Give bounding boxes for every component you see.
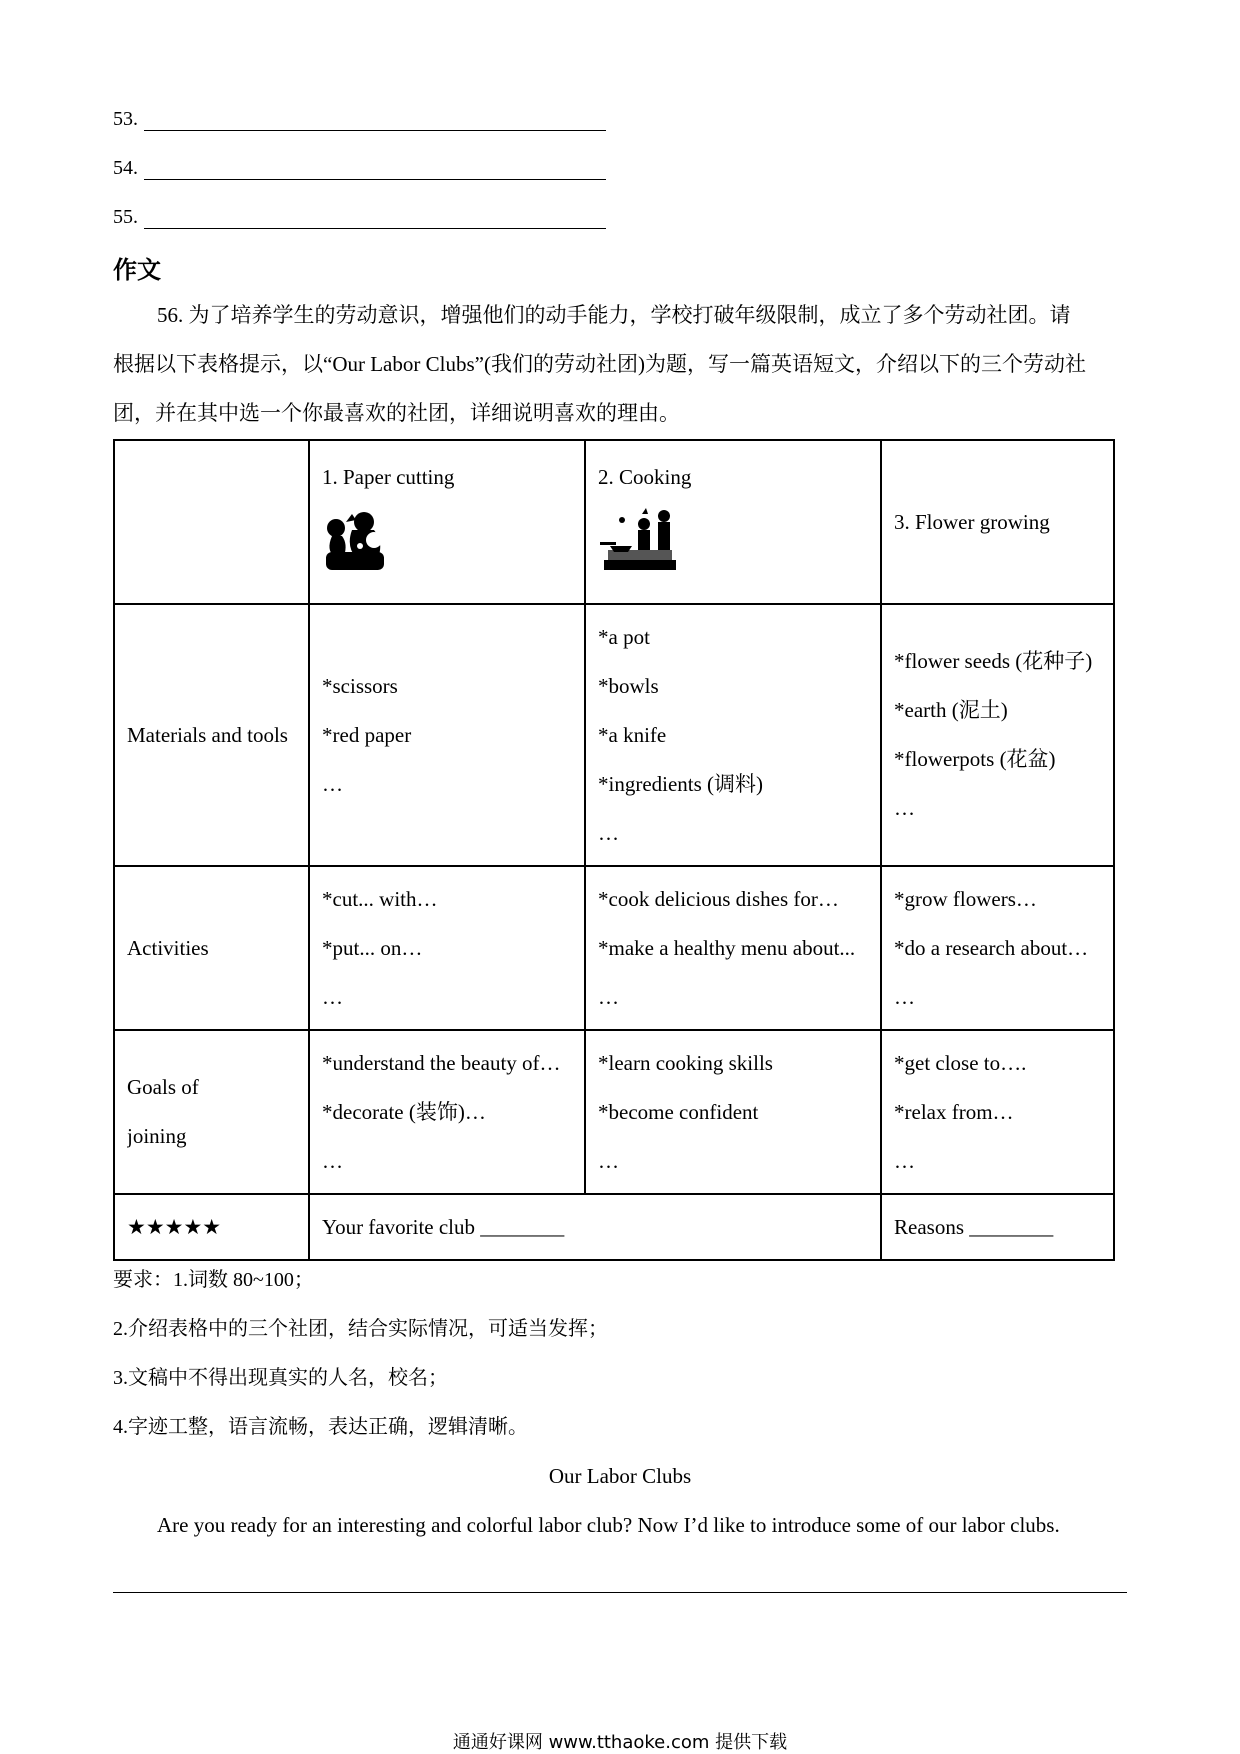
row-label-materials bbox=[114, 604, 309, 866]
list-item: *a pot bbox=[598, 624, 650, 649]
essay-title: Our Labor Clubs bbox=[548, 1464, 692, 1488]
favorite-club-blank[interactable]: Your favorite club ________ bbox=[322, 1214, 565, 1239]
list-item: *cook delicious dishes for… bbox=[598, 886, 839, 911]
cell-materials-cooking bbox=[585, 604, 881, 866]
requirement-2: 2.介绍表格中的三个社团，结合实际情况，可适当发挥； bbox=[113, 1318, 608, 1340]
list-item: … bbox=[894, 796, 915, 820]
list-item: *do a research about… bbox=[894, 935, 1089, 960]
requirement-3: 3.文稿中不得出现真实的人名，校名； bbox=[113, 1367, 448, 1389]
cell-materials-flower-growing bbox=[881, 604, 1114, 866]
cell-goals-flower-growing bbox=[881, 1030, 1114, 1194]
answer-line-55[interactable] bbox=[113, 205, 606, 229]
cooking-silhouette-icon bbox=[598, 506, 868, 578]
list-item: … bbox=[598, 984, 619, 1009]
favorite-club-cell[interactable] bbox=[309, 1194, 881, 1260]
list-item: *earth (泥土) bbox=[894, 698, 1008, 722]
list-item: *relax from… bbox=[894, 1099, 1014, 1124]
row-label-activities bbox=[114, 866, 309, 1030]
header-cooking bbox=[585, 440, 881, 604]
list-item: *flower seeds (花种子) bbox=[894, 649, 1093, 673]
list-item: … bbox=[322, 1148, 343, 1173]
answer-blank[interactable] bbox=[144, 208, 606, 229]
answer-blank[interactable] bbox=[144, 110, 606, 131]
reasons-blank[interactable]: Reasons ________ bbox=[894, 1214, 1054, 1239]
row-label-goals bbox=[114, 1030, 309, 1194]
list-item: … bbox=[894, 1148, 915, 1173]
list-item: *bowls bbox=[598, 673, 659, 698]
list-item: *red paper bbox=[322, 722, 412, 747]
list-item: *learn cooking skills bbox=[598, 1050, 773, 1075]
prompt-line-1: 56. 为了培养学生的劳动意识，增强他们的动手能力，学校打破年级限制，成立了多个劳动社团。请 bbox=[157, 303, 1071, 327]
answer-number: 54. bbox=[113, 157, 138, 179]
paper-cutting-silhouette-icon bbox=[322, 506, 572, 578]
header-label: 3. Flower growing bbox=[894, 509, 1050, 534]
table-row-goals bbox=[114, 1030, 1114, 1194]
list-item: *flowerpots (花盆) bbox=[894, 747, 1056, 771]
list-item: … bbox=[894, 984, 915, 1009]
table-row-favorite bbox=[114, 1194, 1114, 1260]
cell-activities-flower-growing bbox=[881, 866, 1114, 1030]
list-item: … bbox=[322, 771, 343, 796]
reasons-cell[interactable] bbox=[881, 1194, 1114, 1260]
requirement-1: 要求：1.词数 80~100； bbox=[113, 1269, 314, 1291]
header-label: 2. Cooking bbox=[598, 465, 692, 489]
cell-goals-cooking bbox=[585, 1030, 881, 1194]
list-item: *put... on… bbox=[322, 935, 423, 960]
answer-blank[interactable] bbox=[144, 159, 606, 180]
footer-source: 通通好课网 www.tthaoke.com 提供下载 bbox=[452, 1732, 788, 1753]
list-item: *grow flowers… bbox=[894, 886, 1037, 911]
cell-goals-paper-cutting bbox=[309, 1030, 585, 1194]
section-title: 作文 bbox=[113, 256, 161, 284]
answer-number: 55. bbox=[113, 206, 138, 228]
writing-line[interactable] bbox=[113, 1592, 1127, 1593]
list-item: *decorate (装饰)… bbox=[322, 1099, 486, 1124]
answer-line-53[interactable] bbox=[113, 107, 606, 131]
empty-header-cell bbox=[114, 440, 309, 604]
star-rating: ★★★★★ bbox=[127, 1214, 222, 1239]
list-item: … bbox=[598, 1148, 619, 1173]
list-item: *cut... with… bbox=[322, 886, 438, 911]
stars-cell bbox=[114, 1194, 309, 1260]
essay-opening: Are you ready for an interesting and colorful labor club? Now I’d like to introduce some of our labor clubs. bbox=[157, 1513, 1060, 1537]
cell-activities-cooking bbox=[585, 866, 881, 1030]
header-paper-cutting bbox=[309, 440, 585, 604]
answer-line-54[interactable] bbox=[113, 156, 606, 180]
cell-materials-paper-cutting bbox=[309, 604, 585, 866]
list-item: *scissors bbox=[322, 673, 398, 698]
row-label: Materials and tools bbox=[127, 722, 288, 747]
list-item: *make a healthy menu about... bbox=[598, 935, 856, 960]
table-row-materials bbox=[114, 604, 1114, 866]
table-row-activities bbox=[114, 866, 1114, 1030]
table-header-row bbox=[114, 440, 1114, 604]
row-label: Activities bbox=[127, 935, 209, 960]
header-label: 1. Paper cutting bbox=[322, 465, 455, 489]
list-item: … bbox=[598, 820, 619, 845]
list-item: *a knife bbox=[598, 722, 667, 747]
header-flower-growing bbox=[881, 440, 1114, 604]
list-item: *become confident bbox=[598, 1099, 759, 1124]
prompt-line-3: 团，并在其中选一个你最喜欢的社团，详细说明喜欢的理由。 bbox=[113, 401, 680, 425]
row-label: Goals of bbox=[127, 1075, 199, 1099]
clubs-table bbox=[113, 439, 1115, 1261]
list-item: *understand the beauty of… bbox=[322, 1050, 561, 1075]
cell-activities-paper-cutting bbox=[309, 866, 585, 1030]
row-label: joining bbox=[127, 1124, 187, 1148]
requirement-4: 4.字迹工整，语言流畅，表达正确，逻辑清晰。 bbox=[113, 1416, 528, 1438]
list-item: … bbox=[322, 984, 343, 1009]
answer-number: 53. bbox=[113, 108, 138, 130]
list-item: *get close to…. bbox=[894, 1050, 1027, 1075]
list-item: *ingredients (调料) bbox=[598, 771, 764, 796]
prompt-line-2: 根据以下表格提示，以“Our Labor Clubs”(我们的劳动社团)为题，写一篇英语短文，介绍以下的三个劳动社 bbox=[113, 352, 1086, 376]
